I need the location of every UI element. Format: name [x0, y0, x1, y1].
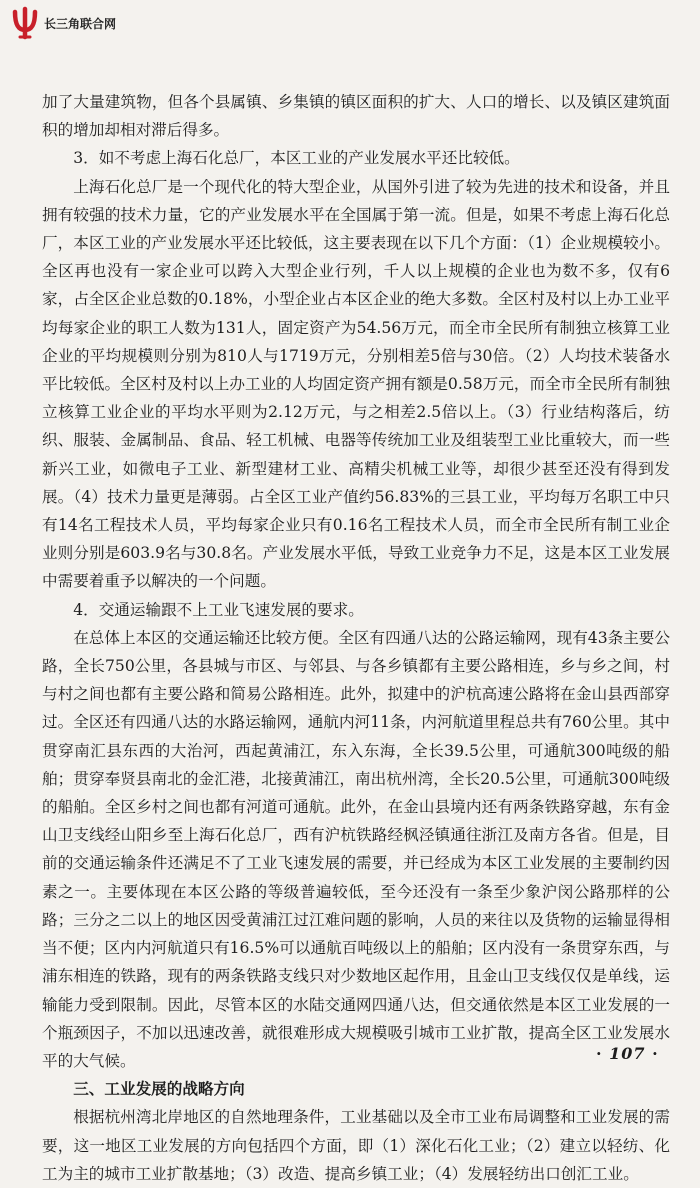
psi-logo-icon	[8, 6, 42, 40]
site-header	[8, 6, 116, 40]
section-heading: 三、工业发展的战略方向	[73, 1080, 245, 1099]
document-body	[42, 88, 670, 1188]
paragraph-strategy: 根据杭州湾北岸地区的自然地理条件，工业基础以及全市工业布局调整和工业发展的需要，这一地区工业发展的方向包括四个方面，即（1）深化石化工业；（2）建立以轻纺、化工为主的城市工业扩散基地；（3）改造、提高乡镇工业；（4）发展轻纺出口创汇工业。	[42, 1108, 670, 1183]
page-number	[596, 1044, 659, 1063]
bullet-dot-icon: ·	[596, 1044, 603, 1063]
page-number-value: 107	[609, 1044, 646, 1063]
paragraph-transport: 在总体上本区的交通运输还比较方便。全区有四通八达的公路运输网，现有43条主要公路，全长750公里，各县城与市区、与邻县、与各乡镇都有主要公路相连，乡与乡之间，村与村之间也都有主要公路和简易公路相连。此外，拟建中的沪杭高速公路将在金山县西部穿过。全区还有四通八达的水路运输网，通航内河11条，内河航道里程总共有760公里。其中贯穿南汇县东西的大治河，西起黄浦江，东入东海，全长39.5公里，可通航300吨级的船舶；贯穿奉贤县南北的金汇港，北接黄浦江，南出杭州湾，全长20.5公里，可通航300吨级的船舶。全区乡村之间也都有河道可通航。此外，在金山县境内还有两条铁路穿越，东有金山卫支线经山阳乡至上海石化总厂，西有沪杭铁路经枫泾镇通往浙江及南方各省。但是，目前的交通运输条件还满足不了工业飞速发展的需要，并已经成为本区工业发展的主要制约因素之一。主要体现在本区公路的等级普遍较低，至今还没有一条至少象沪闵公路那样的公路；三分之二以上的地区因受黄浦江过江难问题的影响，人员的来往以及货物的运输显得相当不便；区内内河航道只有16.5%可以通航百吨级以上的船舶；区内没有一条贯穿东西，与浦东相连的铁路，现有的两条铁路支线只对少数地区起作用，且金山卫支线仅仅是单线，运输能力受到限制。因此，尽管本区的水陆交通网四通八达，但交通依然是本区工业发展的一个瓶颈因子，不加以迅速改善，就很难形成大规模吸引城市工业扩散，提高全区工业发展水平的大气候。	[42, 628, 670, 1070]
site-brand: 长三角联合网	[44, 16, 117, 31]
numbered-point-4: 4．交通运输跟不上工业飞速发展的要求。	[73, 600, 364, 619]
numbered-point-3: 3．如不考虑上海石化总厂，本区工业的产业发展水平还比较低。	[73, 149, 520, 168]
paragraph-continued: 加了大量建筑物，但各个县属镇、乡集镇的镇区面积的扩大、人口的增长、以及镇区建筑面积的增加却相对滞后得多。	[42, 93, 670, 140]
bullet-dot-icon: ·	[652, 1044, 659, 1063]
paragraph-industry-level: 上海石化总厂是一个现代化的特大型企业，从国外引进了较为先进的技术和设备，并且拥有较强的技术力量，它的产业发展水平在全国属于第一流。但是，如果不考虑上海石化总厂，本区工业的产业发展水平还比较低，这主要表现在以下几个方面：（1）企业规模较小。全区再也没有一家企业可以跨入大型企业行列，千人以上规模的企业也为数不多，仅有6家，占全区企业总数的0.18%，小型企业占本区企业的绝大多数。全区村及村以上办工业平均每家企业的职工人数为131人，固定资产为54.56万元，而全市全民所有制独立核算工业企业的平均规模则分别为810人与1719万元，分别相差5倍与30倍。（2）人均技术装备水平比较低。全区村及村以上办工业的人均固定资产拥有额是0.58万元，而全市全民所有制独立核算工业企业的平均水平则为2.12万元，与之相差2.5倍以上。（3）行业结构落后，纺织、服装、金属制品、食品、轻工机械、电器等传统加工业及组装型工业比重较大，而一些新兴工业，如微电子工业、新型建材工业、高精尖机械工业等，却很少甚至还没有得到发展。（4）技术力量更是薄弱。占全区工业产值约56.83%的三县工业，平均每万名职工中只有14名工程技术人员，平均每家企业只有0.16名工程技术人员，而全市全民所有制工业企业则分别是603.9名与30.8名。产业发展水平低，导致工业竞争力不足，这是本区工业发展中需要着重予以解决的一个问题。	[42, 177, 670, 591]
